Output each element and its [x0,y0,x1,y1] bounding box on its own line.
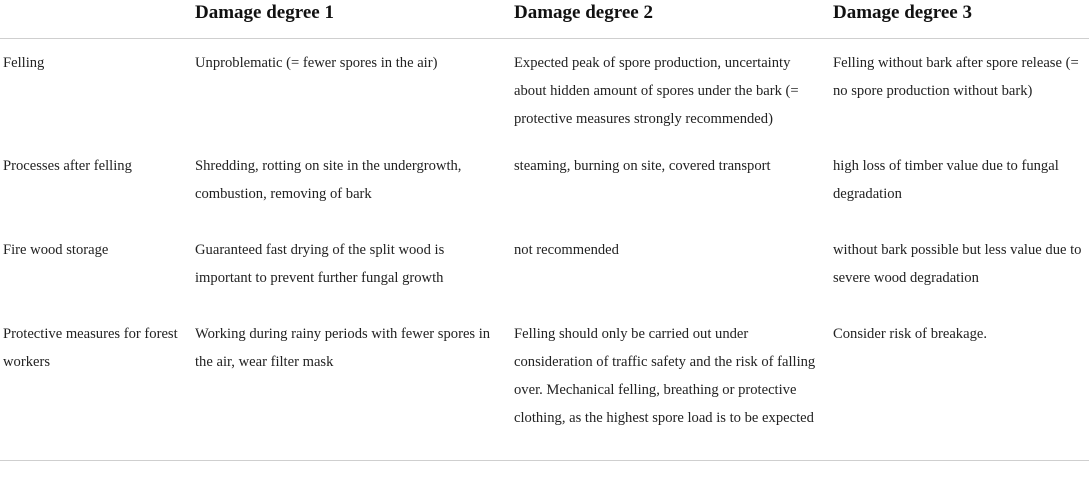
table-cell: Working during rainy periods with fewer spores in the air, wear filter mask [193,320,512,461]
table-cell: high loss of timber value due to fungal degradation [833,158,1059,202]
table-row-protective-measures [0,320,1089,461]
row-label: Protective measures for forest workers [0,320,193,461]
header-empty-cell [0,0,193,39]
table-cell: steaming, burning on site, covered transport [514,158,771,174]
row-label: Fire wood storage [3,242,109,258]
table-cell: Expected peak of spore production, uncertainty about hidden amount of spores under the bark (= protective measures strongly recommended) [514,55,799,127]
row-label: Processes after felling [3,158,132,174]
table-cell: Felling should only be carried out under consideration of traffic safety and the risk of falling over. Mechanical felling, breathing or protective clothing, as the highest spore load is to be expected [512,320,831,461]
table-cell: not recommended [514,242,619,258]
table-row-felling [0,39,1089,153]
header-damage-degree-1: Damage degree 1 [193,0,512,39]
table-header-row [0,0,1089,39]
table-cell: Shredding, rotting on site in the undergrowth, combustion, removing of bark [195,158,462,202]
header-damage-degree-3: Damage degree 3 [831,0,1089,39]
table-cell: without bark possible but less value due to severe wood degradation [833,242,1082,286]
table-cell: Consider risk of breakage. [831,320,1089,461]
header-damage-degree-2: Damage degree 2 [512,0,831,39]
row-label: Felling [3,55,45,71]
table-cell: Unproblematic (= fewer spores in the air) [195,55,438,71]
table-cell: Felling without bark after spore release (= no spore production without bark) [833,55,1079,99]
table-row-fire-wood-storage [0,236,1089,320]
table-cell: Guaranteed fast drying of the split wood is important to prevent further fungal growth [195,242,445,286]
table-row-processes-after-felling [0,152,1089,236]
